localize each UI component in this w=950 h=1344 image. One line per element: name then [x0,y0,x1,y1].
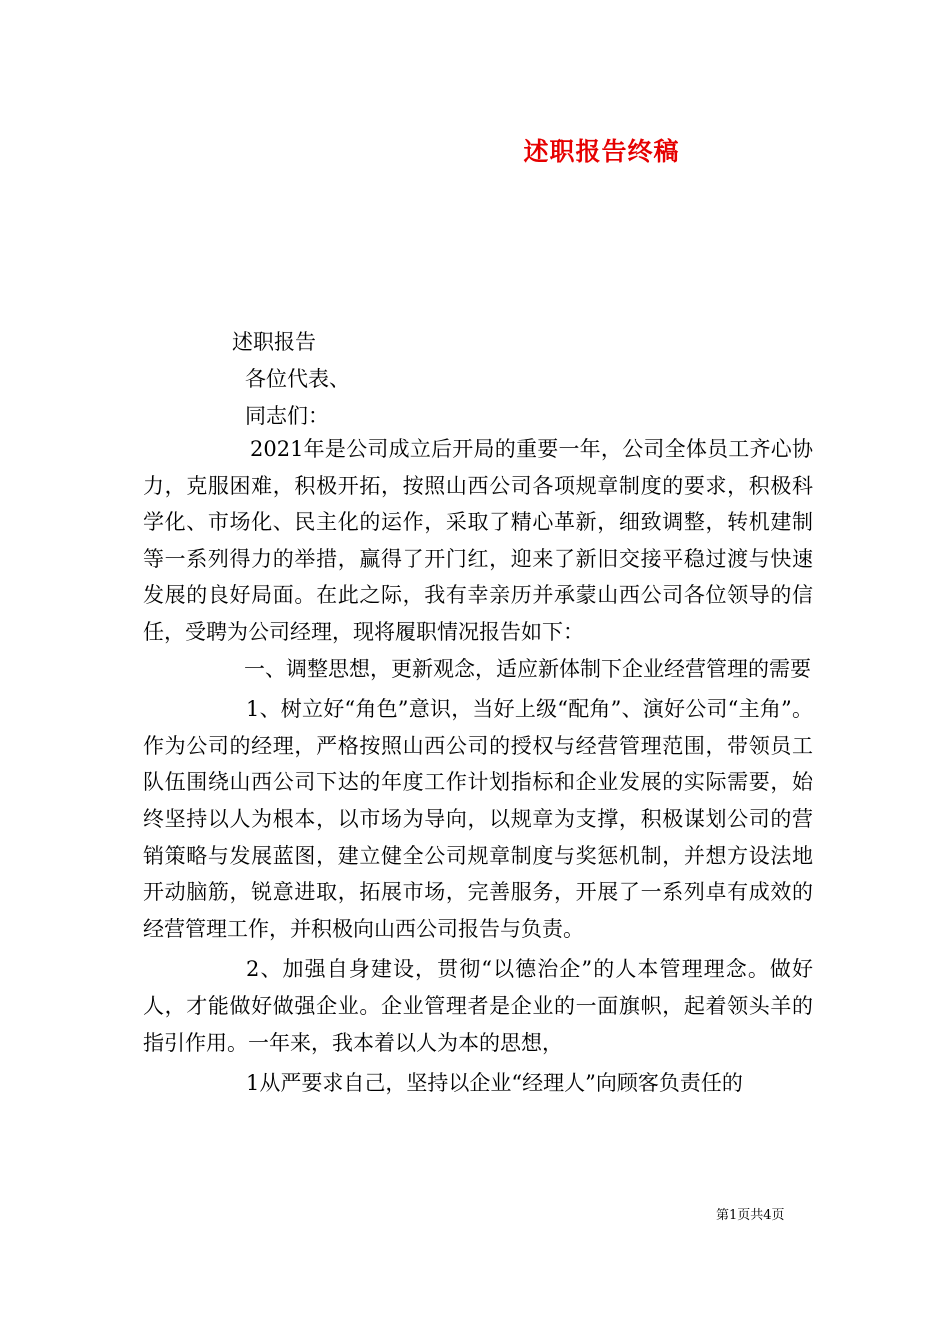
paragraph-intro: 2021年是公司成立后开局的重要一年，公司全体员工齐心协力，克服困难，积极开拓，按照山西公司各项规章制度的要求，积极科学化、市场化、民主化的运作，采取了精心革新，细致调整，转机建制等一系列得力的举措，赢得了开门红，迎来了新旧交接平稳过渡与快速发展的良好局面。在此之际，我有幸亲历并承蒙山西公司各位领导的信任，受聘为公司经理，现将履职情况报告如下： [143,437,813,644]
report-heading: 述职报告 [232,330,316,354]
paragraph-point-1: 1、树立好“角色”意识，当好上级“配角”、演好公司“主角”。作为公司的经理，严格按照山西公司的授权与经营管理范围，带领员工队伍围绕山西公司下达的年度工作计划指标和企业发展的实际需要，始终坚持以人为根本，以市场为导向，以规章为支撑，积极谋划公司的营销策略与发展蓝图，建立健全公司规章制度与奖惩机制，并想方设法地开动脑筋，锐意进取，拓展市场，完善服务，开展了一系列卓有成效的经营管理工作，并积极向山西公司报告与负责。 [143,697,813,941]
page-number: 第1页共4页 [716,1208,785,1223]
salutation-representatives: 各位代表、 [245,367,350,391]
paragraph-point-2-sub: 1从严要求自己，坚持以企业“经理人”向顾客负责任的 [246,1071,743,1096]
paragraph-point-2: 2、加强自身建设，贯彻“以德治企”的人本管理理念。做好人，才能做好做强企业。企业管理者是企业的一面旗帜，起着领头羊的指引作用。一年来，我本着以人为本的思想， [143,957,813,1055]
section-heading-1: 一、调整思想，更新观念，适应新体制下企业经营管理的需要 [244,656,811,681]
salutation-comrades: 同志们： [245,404,329,428]
document-title: 述职报告终稿 [523,137,680,166]
report-body [143,431,813,1102]
